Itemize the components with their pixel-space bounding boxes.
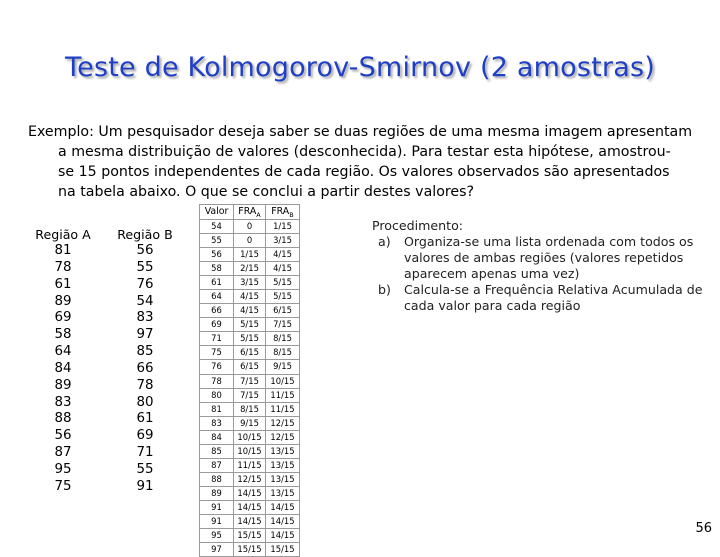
table-cell: 56 (200, 248, 234, 262)
table-cell: 89 (200, 486, 234, 500)
table-row (26, 462, 100, 479)
table-cell: 5/15 (266, 276, 300, 290)
table-cell: 13/15 (266, 472, 300, 486)
table-cell: 76 (200, 360, 234, 374)
table-cell: 66 (136, 360, 154, 376)
intro-paragraph (28, 122, 718, 202)
table-cell: 61 (136, 411, 154, 427)
table-cell: 87 (54, 445, 72, 461)
table-row (200, 346, 300, 360)
table-cell: 4/15 (266, 262, 300, 276)
table-cell: 78 (136, 377, 154, 393)
table-cell: 95 (54, 461, 72, 477)
table-cell: 58 (200, 262, 234, 276)
table-cell: 13/15 (266, 486, 300, 500)
table-cell: 8/15 (234, 402, 266, 416)
table-row (108, 378, 182, 395)
valor-header: Valor (200, 205, 234, 220)
table-row (200, 514, 300, 528)
table-row (26, 395, 100, 412)
table-cell: 95 (200, 529, 234, 543)
table-cell: 1/15 (266, 220, 300, 234)
table-row (26, 411, 100, 428)
table-row (26, 361, 100, 378)
table-cell: 10/15 (234, 430, 266, 444)
table-cell: 87 (200, 458, 234, 472)
procedure-heading: Procedimento: (372, 218, 464, 233)
table-cell: 13/15 (266, 444, 300, 458)
intro-line: a mesma distribuição de valores (desconhecida). Para testar esta hipótese, amostrou- (58, 144, 671, 160)
table-cell: 85 (200, 444, 234, 458)
table-row (108, 479, 182, 496)
table-row (26, 445, 100, 462)
table-cell: 8/15 (266, 332, 300, 346)
table-cell: 10/15 (234, 444, 266, 458)
slide-title: Teste de Kolmogorov-Smirnov (2 amostras) (65, 52, 655, 83)
table-row (200, 388, 300, 402)
table-cell: 3/15 (266, 234, 300, 248)
table-cell: 89 (54, 293, 72, 309)
table-cell: 56 (136, 243, 154, 258)
table-row (200, 416, 300, 430)
table-cell: 89 (54, 377, 72, 393)
table-row (108, 411, 182, 428)
table-cell: 13/15 (266, 458, 300, 472)
table-cell: 7/15 (234, 374, 266, 388)
table-row (200, 529, 300, 543)
table-cell: 0 (234, 220, 266, 234)
table-cell: 91 (200, 500, 234, 514)
step-line: Organiza-se uma lista ordenada com todos os (404, 234, 694, 249)
step-marker: b) (378, 282, 391, 297)
table-row (200, 360, 300, 374)
table-cell: 97 (136, 327, 154, 343)
table-row (26, 294, 100, 311)
table-row (26, 277, 100, 294)
table-row (108, 294, 182, 311)
page-number: 56 (695, 521, 712, 536)
table-cell: 2/15 (234, 262, 266, 276)
table-cell: 84 (54, 360, 72, 376)
table-cell: 11/15 (266, 388, 300, 402)
table-cell: 15/15 (234, 543, 266, 557)
table-row (200, 304, 300, 318)
table-cell: 9/15 (266, 360, 300, 374)
step-line: Calcula-se a Frequência Relativa Acumulada de (404, 282, 703, 297)
table-row (26, 243, 100, 260)
table-row (108, 445, 182, 462)
table-cell: 83 (54, 394, 72, 410)
table-cell: 81 (54, 243, 72, 258)
table-cell: 71 (200, 332, 234, 346)
table-cell: 4/15 (266, 248, 300, 262)
table-cell: 55 (136, 259, 154, 275)
table-row (108, 361, 182, 378)
table-row (108, 277, 182, 294)
table-cell: 69 (136, 428, 154, 444)
table-cell: 84 (200, 430, 234, 444)
table-cell: 0 (234, 234, 266, 248)
table-cell: 5/15 (266, 290, 300, 304)
table-row (200, 248, 300, 262)
table-row (26, 428, 100, 445)
table-row (200, 444, 300, 458)
table-row (200, 234, 300, 248)
table-cell: 75 (54, 478, 72, 494)
table-row (200, 472, 300, 486)
table-row (200, 332, 300, 346)
table-cell: 14/15 (266, 500, 300, 514)
table-cell: 97 (200, 543, 234, 557)
table-row (200, 430, 300, 444)
cumulative-frequency-table (199, 204, 300, 557)
table-row (200, 318, 300, 332)
table-row (200, 374, 300, 388)
table-cell: 7/15 (234, 388, 266, 402)
table-cell: 91 (200, 514, 234, 528)
table-cell: 83 (200, 416, 234, 430)
table-row (200, 290, 300, 304)
table-cell: 15/15 (234, 529, 266, 543)
region-a-table (26, 227, 100, 496)
table-cell: 88 (200, 472, 234, 486)
table-row (108, 260, 182, 277)
table-row (108, 395, 182, 412)
table-cell: 91 (136, 478, 154, 494)
table-cell: 55 (200, 234, 234, 248)
table-cell: 1/15 (234, 248, 266, 262)
step-line: valores de ambas regiões (valores repetidos (404, 250, 684, 265)
procedure-step-a (372, 234, 717, 282)
table-cell: 64 (200, 290, 234, 304)
region-b-header: Região B (117, 227, 173, 242)
table-cell: 6/15 (234, 360, 266, 374)
table-cell: 14/15 (266, 529, 300, 543)
table-cell: 80 (200, 388, 234, 402)
fra-b-header: $FRA_B$ (266, 205, 300, 220)
table-cell: 7/15 (266, 318, 300, 332)
table-cell: 66 (200, 304, 234, 318)
procedure-step-b (372, 282, 717, 314)
table-cell: 14/15 (234, 500, 266, 514)
table-cell: 3/15 (234, 276, 266, 290)
table-cell: 85 (136, 344, 154, 360)
table-cell: 61 (54, 276, 72, 292)
table-row (108, 462, 182, 479)
table-cell: 11/15 (266, 402, 300, 416)
table-cell: 14/15 (266, 514, 300, 528)
table-cell: 11/15 (234, 458, 266, 472)
table-cell: 54 (200, 220, 234, 234)
table-cell: 10/15 (266, 374, 300, 388)
table-cell: 4/15 (234, 304, 266, 318)
table-cell: 81 (200, 402, 234, 416)
table-row (200, 276, 300, 290)
intro-line: se 15 pontos independentes de cada região. Os valores observados são apresentados (58, 164, 670, 180)
table-row (26, 310, 100, 327)
table-row (108, 428, 182, 445)
procedure-text (372, 218, 717, 314)
table-cell: 15/15 (266, 543, 300, 557)
table-cell: 88 (54, 411, 72, 427)
table-row (26, 378, 100, 395)
step-marker: a) (378, 234, 391, 249)
table-cell: 54 (136, 293, 154, 309)
table-cell: 78 (200, 374, 234, 388)
table-cell: 58 (54, 327, 72, 343)
table-cell: 80 (136, 394, 154, 410)
table-cell: 12/15 (266, 416, 300, 430)
table-cell: 14/15 (234, 514, 266, 528)
table-row (200, 458, 300, 472)
table-cell: 5/15 (234, 318, 266, 332)
table-cell: 55 (136, 461, 154, 477)
table-cell: 76 (136, 276, 154, 292)
table-row (26, 260, 100, 277)
table-row (108, 310, 182, 327)
table-cell: 6/15 (266, 304, 300, 318)
table-row (200, 500, 300, 514)
table-row (108, 327, 182, 344)
table-row (200, 402, 300, 416)
table-row (26, 479, 100, 496)
table-cell: 4/15 (234, 290, 266, 304)
table-row (200, 486, 300, 500)
table-cell: 12/15 (266, 430, 300, 444)
table-cell: 61 (200, 276, 234, 290)
table-cell: 12/15 (234, 472, 266, 486)
table-cell: 71 (136, 445, 154, 461)
table-cell: 78 (54, 259, 72, 275)
table-row (200, 262, 300, 276)
table-cell: 8/15 (266, 346, 300, 360)
table-cell: 14/15 (234, 486, 266, 500)
region-b-table (108, 227, 182, 496)
table-row (200, 543, 300, 557)
step-line: aparecem apenas uma vez) (404, 266, 580, 281)
table-row (108, 344, 182, 361)
table-row (26, 344, 100, 361)
table-cell: 83 (136, 310, 154, 326)
table-cell: 56 (54, 428, 72, 444)
table-cell: 5/15 (234, 332, 266, 346)
table-cell: 9/15 (234, 416, 266, 430)
fra-a-header: $FRA_A$ (234, 205, 266, 220)
step-line: cada valor para cada região (404, 298, 581, 313)
intro-line: Exemplo: Um pesquisador deseja saber se duas regiões de uma mesma imagem apresentam (28, 124, 693, 140)
table-row (26, 327, 100, 344)
table-cell: 6/15 (234, 346, 266, 360)
table-cell: 64 (54, 344, 72, 360)
table-row (200, 220, 300, 234)
table-cell: 75 (200, 346, 234, 360)
region-a-header: Região A (35, 227, 91, 242)
table-cell: 69 (54, 310, 72, 326)
intro-line: na tabela abaixo. O que se conclui a partir destes valores? (58, 184, 475, 200)
table-row (108, 243, 182, 260)
table-cell: 69 (200, 318, 234, 332)
